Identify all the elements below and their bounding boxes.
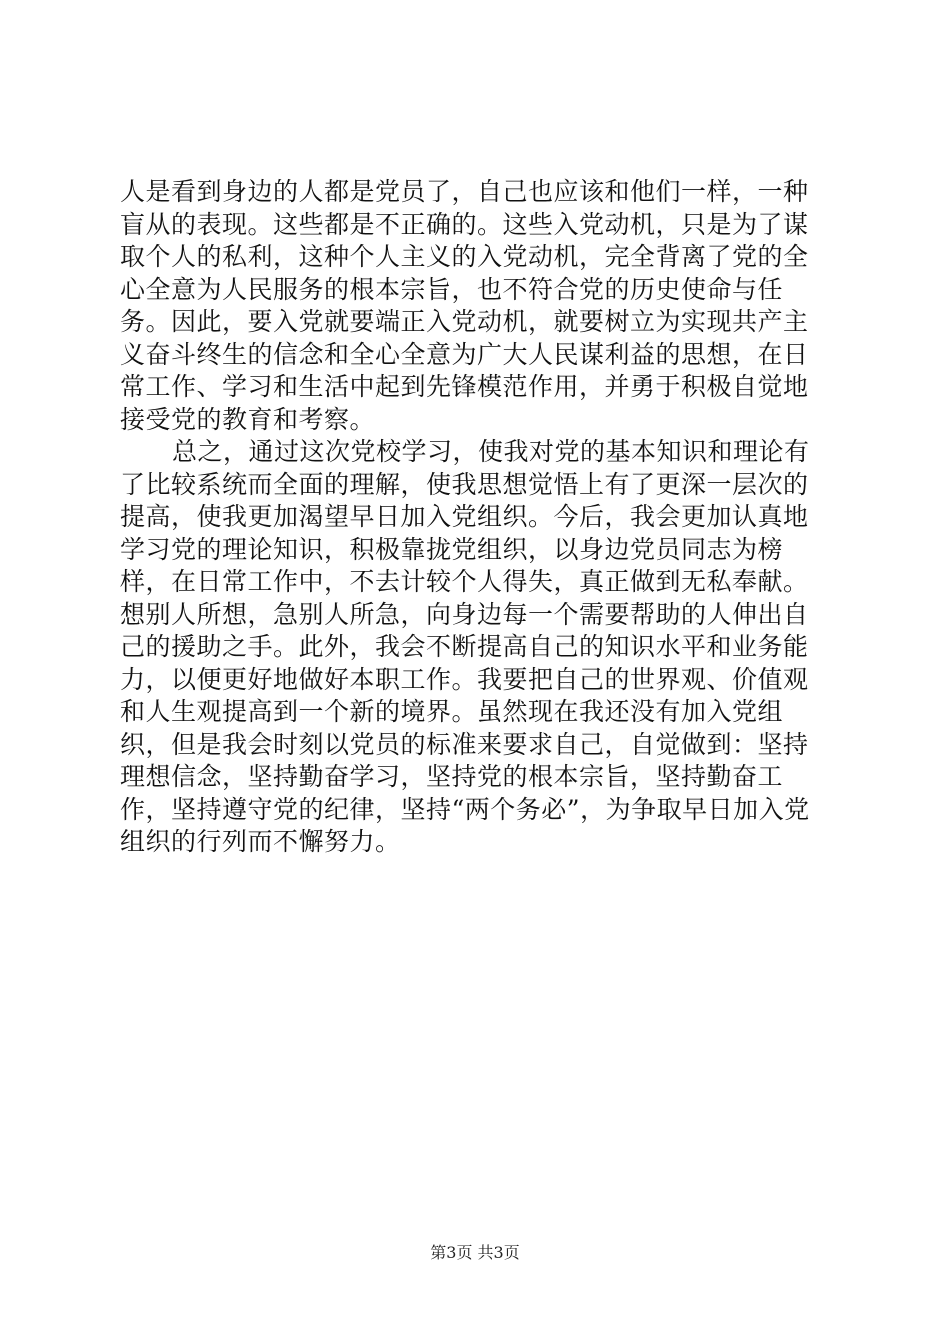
document-body xyxy=(120,176,832,859)
page-number-footer: 第3页 共3页 xyxy=(430,1243,520,1262)
body-paragraph-continued: 人是看到身边的人都是党员了，自己也应该和他们一样，一种盲从的表现。这些都是不正确的。这些入党动机，只是为了谋取个人的私利，这种个人主义的入党动机，完全背离了党的全心全意为人民服务的根本宗旨，也不符合党的历史使命与任务。因此，要入党就要端正入党动机，就要树立为实现共产主义奋斗终生的信念和全心全意为广大人民谋利益的思想，在日常工作、学习和生活中起到先锋模范作用，并勇于积极自觉地接受党的教育和考察。 xyxy=(120,177,809,434)
body-paragraph-conclusion: 总之，通过这次党校学习，使我对党的基本知识和理论有了比较系统而全面的理解，使我思想觉悟上有了更深一层次的提高，使我更加渴望早日加入党组织。今后，我会更加认真地学习党的理论知识，积极靠拢党组织，以身边党员同志为榜样，在日常工作中，不去计较个人得失，真正做到无私奉献。想别人所想，急别人所急，向身边每一个需要帮助的人伸出自己的援助之手。此外，我会不断提高自己的知识水平和业务能力，以便更好地做好本职工作。我要把自己的世界观、价值观和人生观提高到一个新的境界。虽然现在我还没有加入党组织，但是我会时刻以党员的标准来要求自己，自觉做到：坚持理想信念，坚持勤奋学习，坚持党的根本宗旨，坚持勤奋工作，坚持遵守党的纪律，坚持“两个务必”，为争取早日加入党组织的行列而不懈努力。 xyxy=(120,437,810,856)
